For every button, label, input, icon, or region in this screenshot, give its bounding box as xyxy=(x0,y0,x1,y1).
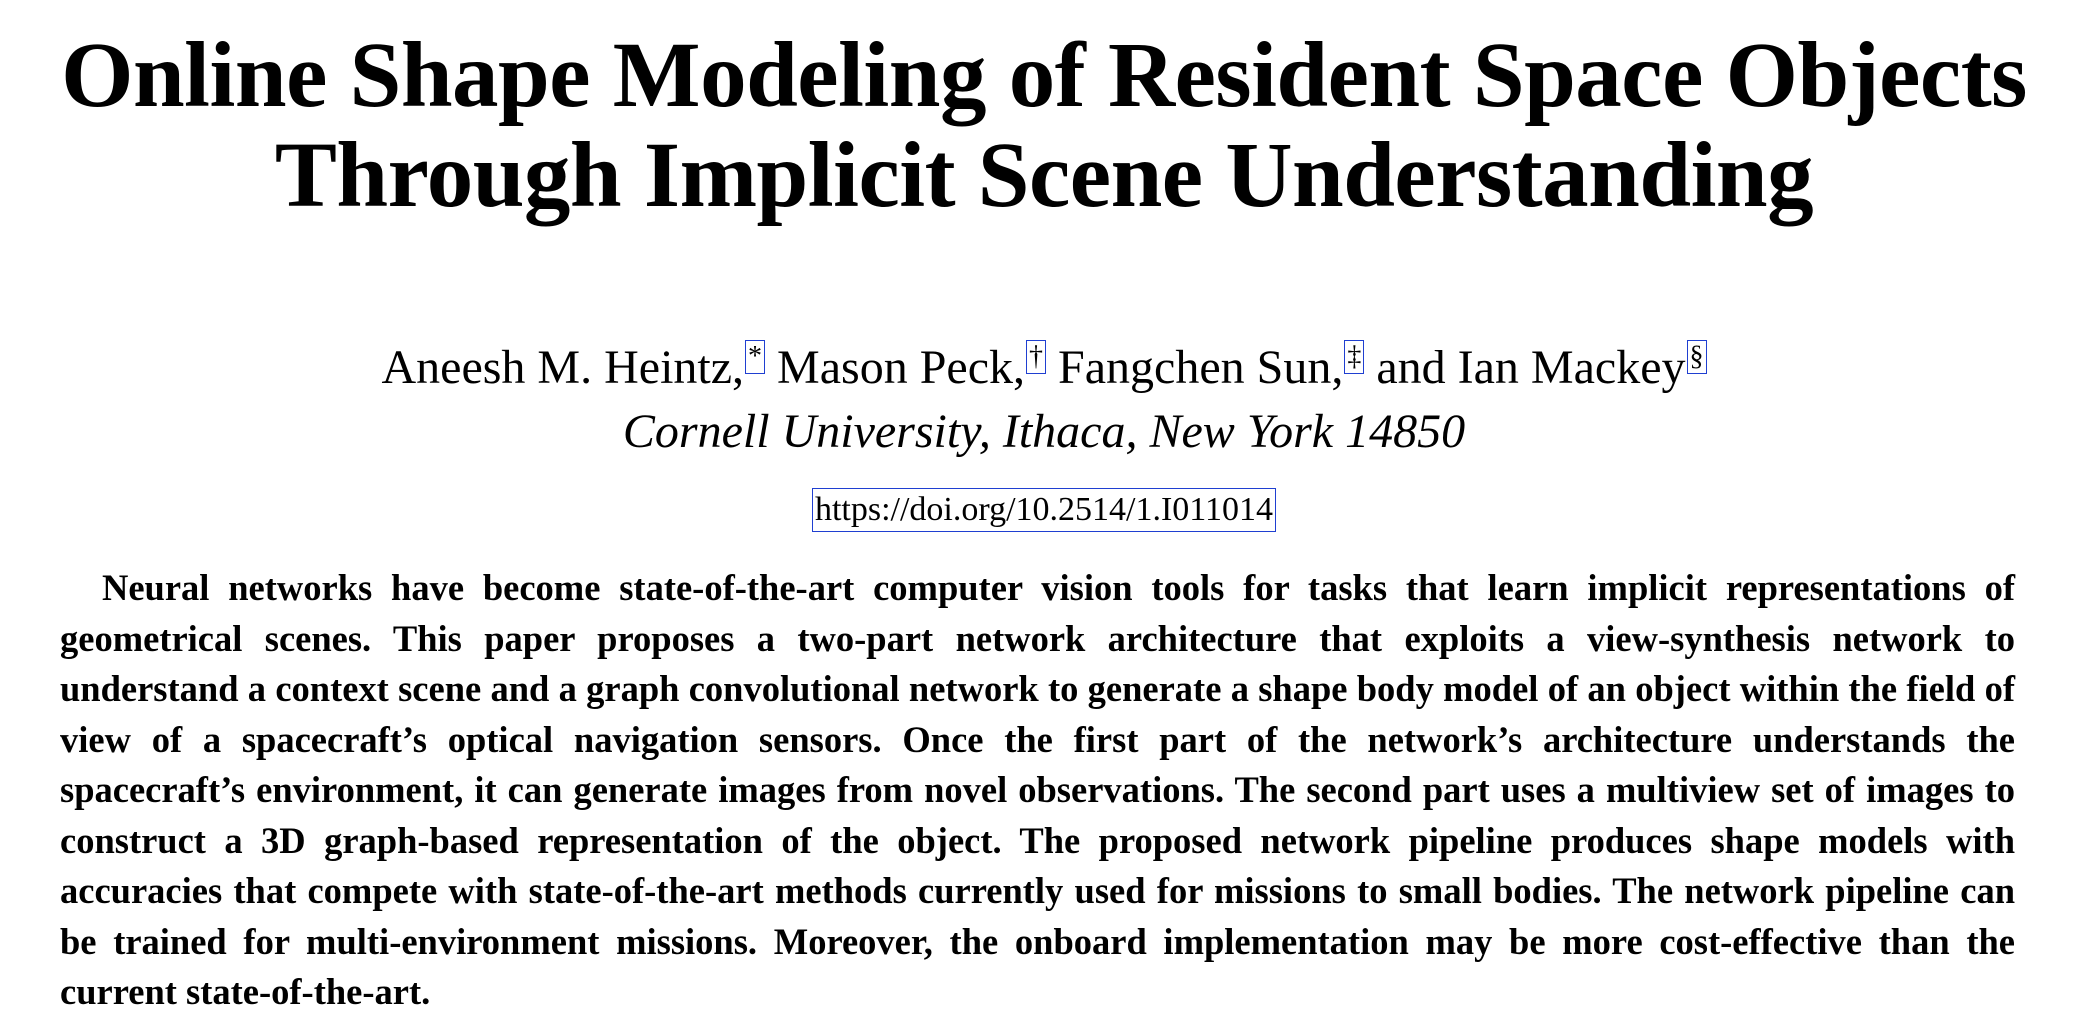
author-footnote-link[interactable]: * xyxy=(745,340,765,374)
paper-title xyxy=(0,26,2088,226)
doi-container xyxy=(0,488,2088,532)
paper-title-line-1: Online Shape Modeling of Resident Space Objects xyxy=(61,24,2027,127)
author-name: and Ian Mackey xyxy=(1364,341,1686,394)
author-name: Mason Peck, xyxy=(765,341,1026,394)
author-footnote-link[interactable]: ‡ xyxy=(1344,340,1364,374)
affiliation: Cornell University, Ithaca, New York 14850 xyxy=(622,405,1466,458)
doi-link[interactable]: https://doi.org/10.2514/1.I011014 xyxy=(812,488,1276,532)
author-footnote-link[interactable]: § xyxy=(1687,340,1707,374)
paper-title-line-2: Through Implicit Scene Understanding xyxy=(274,124,1814,227)
author-list xyxy=(0,338,2088,398)
abstract: Neural networks have become state-of-the-art computer vision tools for tasks that learn implicit representations of geometrical scenes. This paper proposes a two-part network architecture that exploits a view-synthesis network to understand a context scene and a graph convolutional network to generate a shape body model of an object within the field of view of a spacecraft’s optical navigation sensors. Once the first part of the network’s architecture understands the spacecraft’s environment, it can generate images from novel observations. The second part uses a multiview set of images to construct a 3D graph-based representation of the object. The proposed network pipeline produces shape models with accuracies that compete with state-of-the-art methods currently used for missions to small bodies. The network pipeline can be trained for multi-environment missions. Moreover, the onboard implementation may be more cost-effective than the current state-of-the-art. xyxy=(60,567,2015,1012)
author-name: Aneesh M. Heintz, xyxy=(381,341,745,394)
author-footnote-link[interactable]: † xyxy=(1026,340,1046,374)
author-name: Fangchen Sun, xyxy=(1046,341,1344,394)
